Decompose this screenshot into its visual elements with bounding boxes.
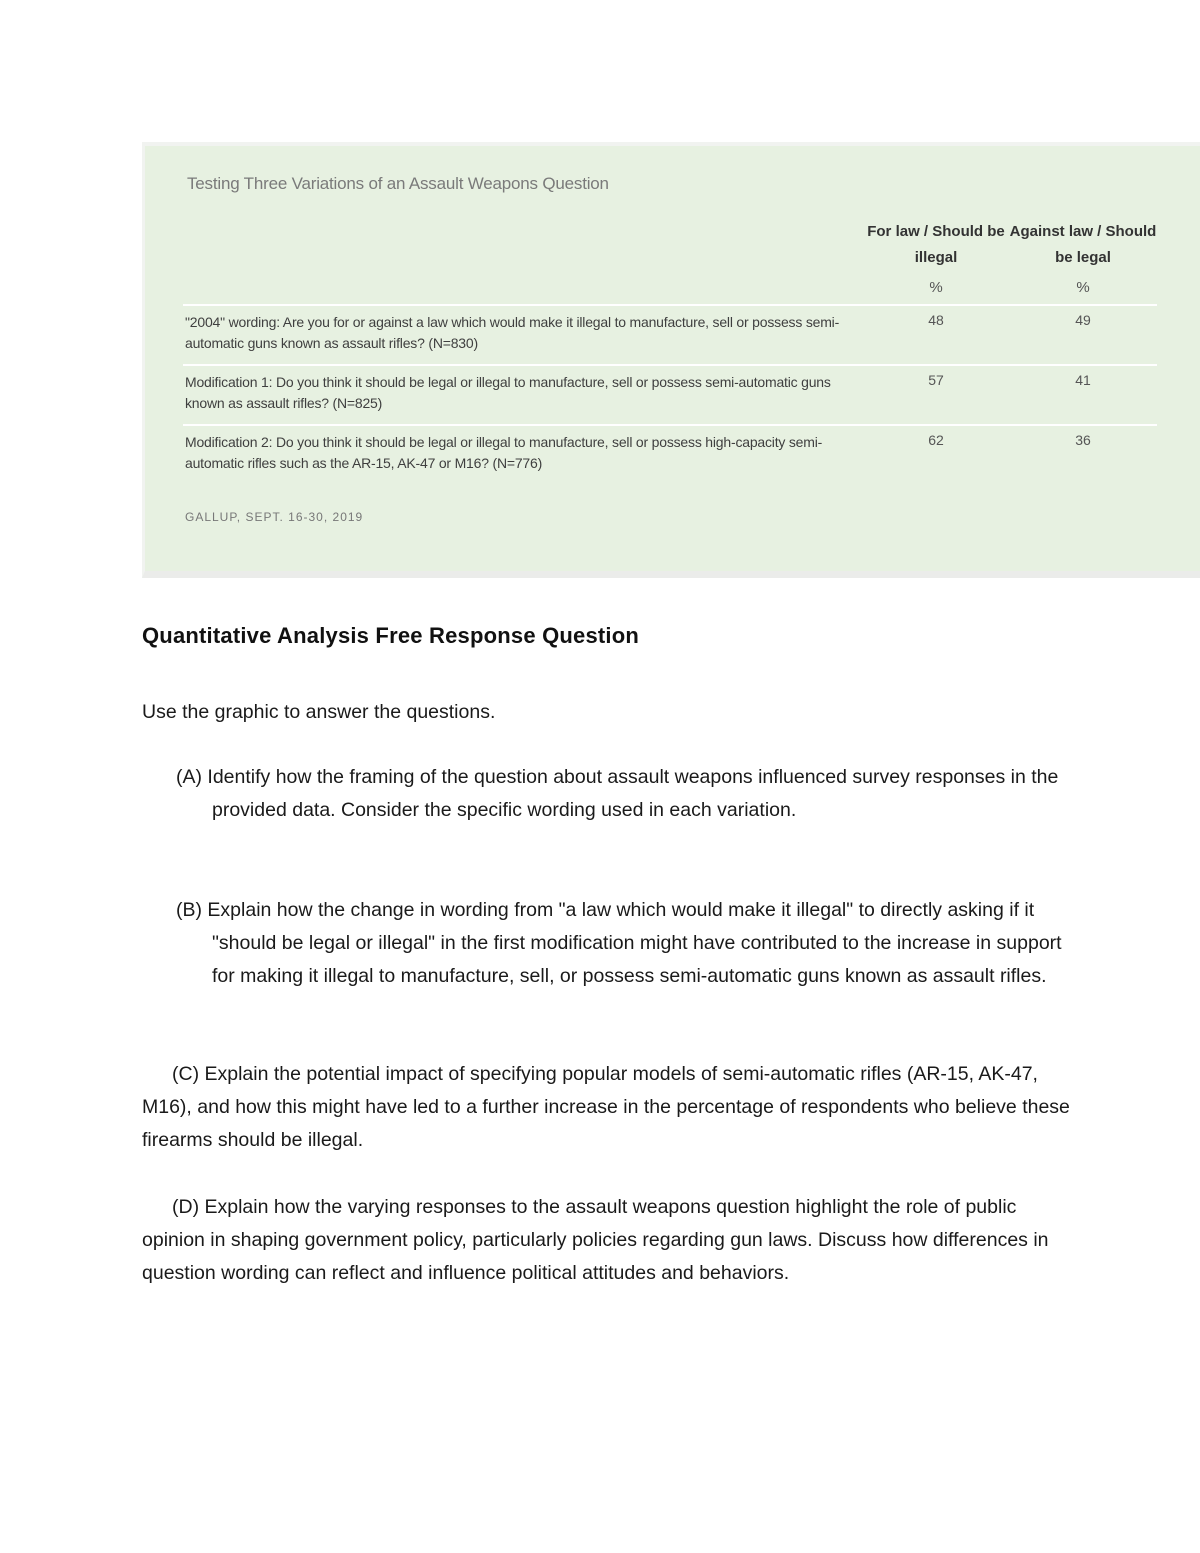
question-part-b-text: (B) Explain how the change in wording from "a law which would make it illegal" to directly asking if it "should be legal or illegal" in the first modification might have contributed to the increase in support for making it illegal to manufacture, sell, or possess semi-automatic guns known as assault rifles. bbox=[176, 899, 1062, 987]
table-row-against-law-value: 49 bbox=[1075, 312, 1091, 328]
question-part-c-text: (C) Explain the potential impact of specifying popular models of semi-automatic rifles (AR-15, AK-47, M16), and how this might have led to a further increase in the percentage of respondents who believe these firearms should be illegal. bbox=[142, 1063, 1070, 1151]
table-row-against-law-value: 41 bbox=[1075, 372, 1091, 388]
table-row-for-law-value: 48 bbox=[928, 312, 944, 328]
question-part-c bbox=[142, 1058, 1072, 1157]
question-part-a bbox=[176, 761, 1076, 827]
question-part-d-text: (D) Explain how the varying responses to the assault weapons question highlight the role of public opinion in shaping government policy, particularly policies regarding gun laws. Discuss how differences in question wording can reflect and influence political attitudes and behaviors. bbox=[142, 1196, 1049, 1284]
table-row-for-law-value: 62 bbox=[928, 432, 944, 448]
column-unit-for-law: % bbox=[929, 279, 943, 296]
column-header-for-law: For law / Should be illegal bbox=[867, 223, 1005, 266]
question-heading: Quantitative Analysis Free Response Question bbox=[142, 623, 640, 648]
table-title: Testing Three Variations of an Assault Weapons Question bbox=[187, 174, 609, 193]
question-part-b bbox=[176, 894, 1076, 993]
table-divider bbox=[183, 364, 1157, 366]
table-divider bbox=[183, 304, 1157, 306]
gallup-table-graphic bbox=[142, 142, 1200, 578]
table-row-for-law-value: 57 bbox=[928, 372, 944, 388]
column-header-against-law: Against law / Should be legal bbox=[1009, 223, 1157, 266]
table-divider bbox=[183, 424, 1157, 426]
column-unit-against-law: % bbox=[1076, 279, 1090, 296]
table-source-note: GALLUP, SEPT. 16-30, 2019 bbox=[185, 510, 364, 524]
table-row-against-law-value: 36 bbox=[1075, 432, 1091, 448]
table-row-text: Modification 1: Do you think it should be legal or illegal to manufacture, sell or possess semi-automatic guns known as assault rifles? (N=825) bbox=[185, 374, 831, 411]
question-intro: Use the graphic to answer the questions. bbox=[142, 701, 496, 723]
table-row-text: "2004" wording: Are you for or against a law which would make it illegal to manufacture, sell or possess semi-automatic guns known as assault rifles? (N=830) bbox=[185, 314, 840, 351]
question-part-a-text: (A) Identify how the framing of the question about assault weapons influenced survey responses in the provided data. Consider the specific wording used in each variation. bbox=[176, 766, 1059, 821]
question-part-d bbox=[142, 1191, 1072, 1290]
table-row-text: Modification 2: Do you think it should be legal or illegal to manufacture, sell or possess high-capacity semi-automatic rifles such as the AR-15, AK-47 or M16? (N=776) bbox=[185, 434, 823, 471]
